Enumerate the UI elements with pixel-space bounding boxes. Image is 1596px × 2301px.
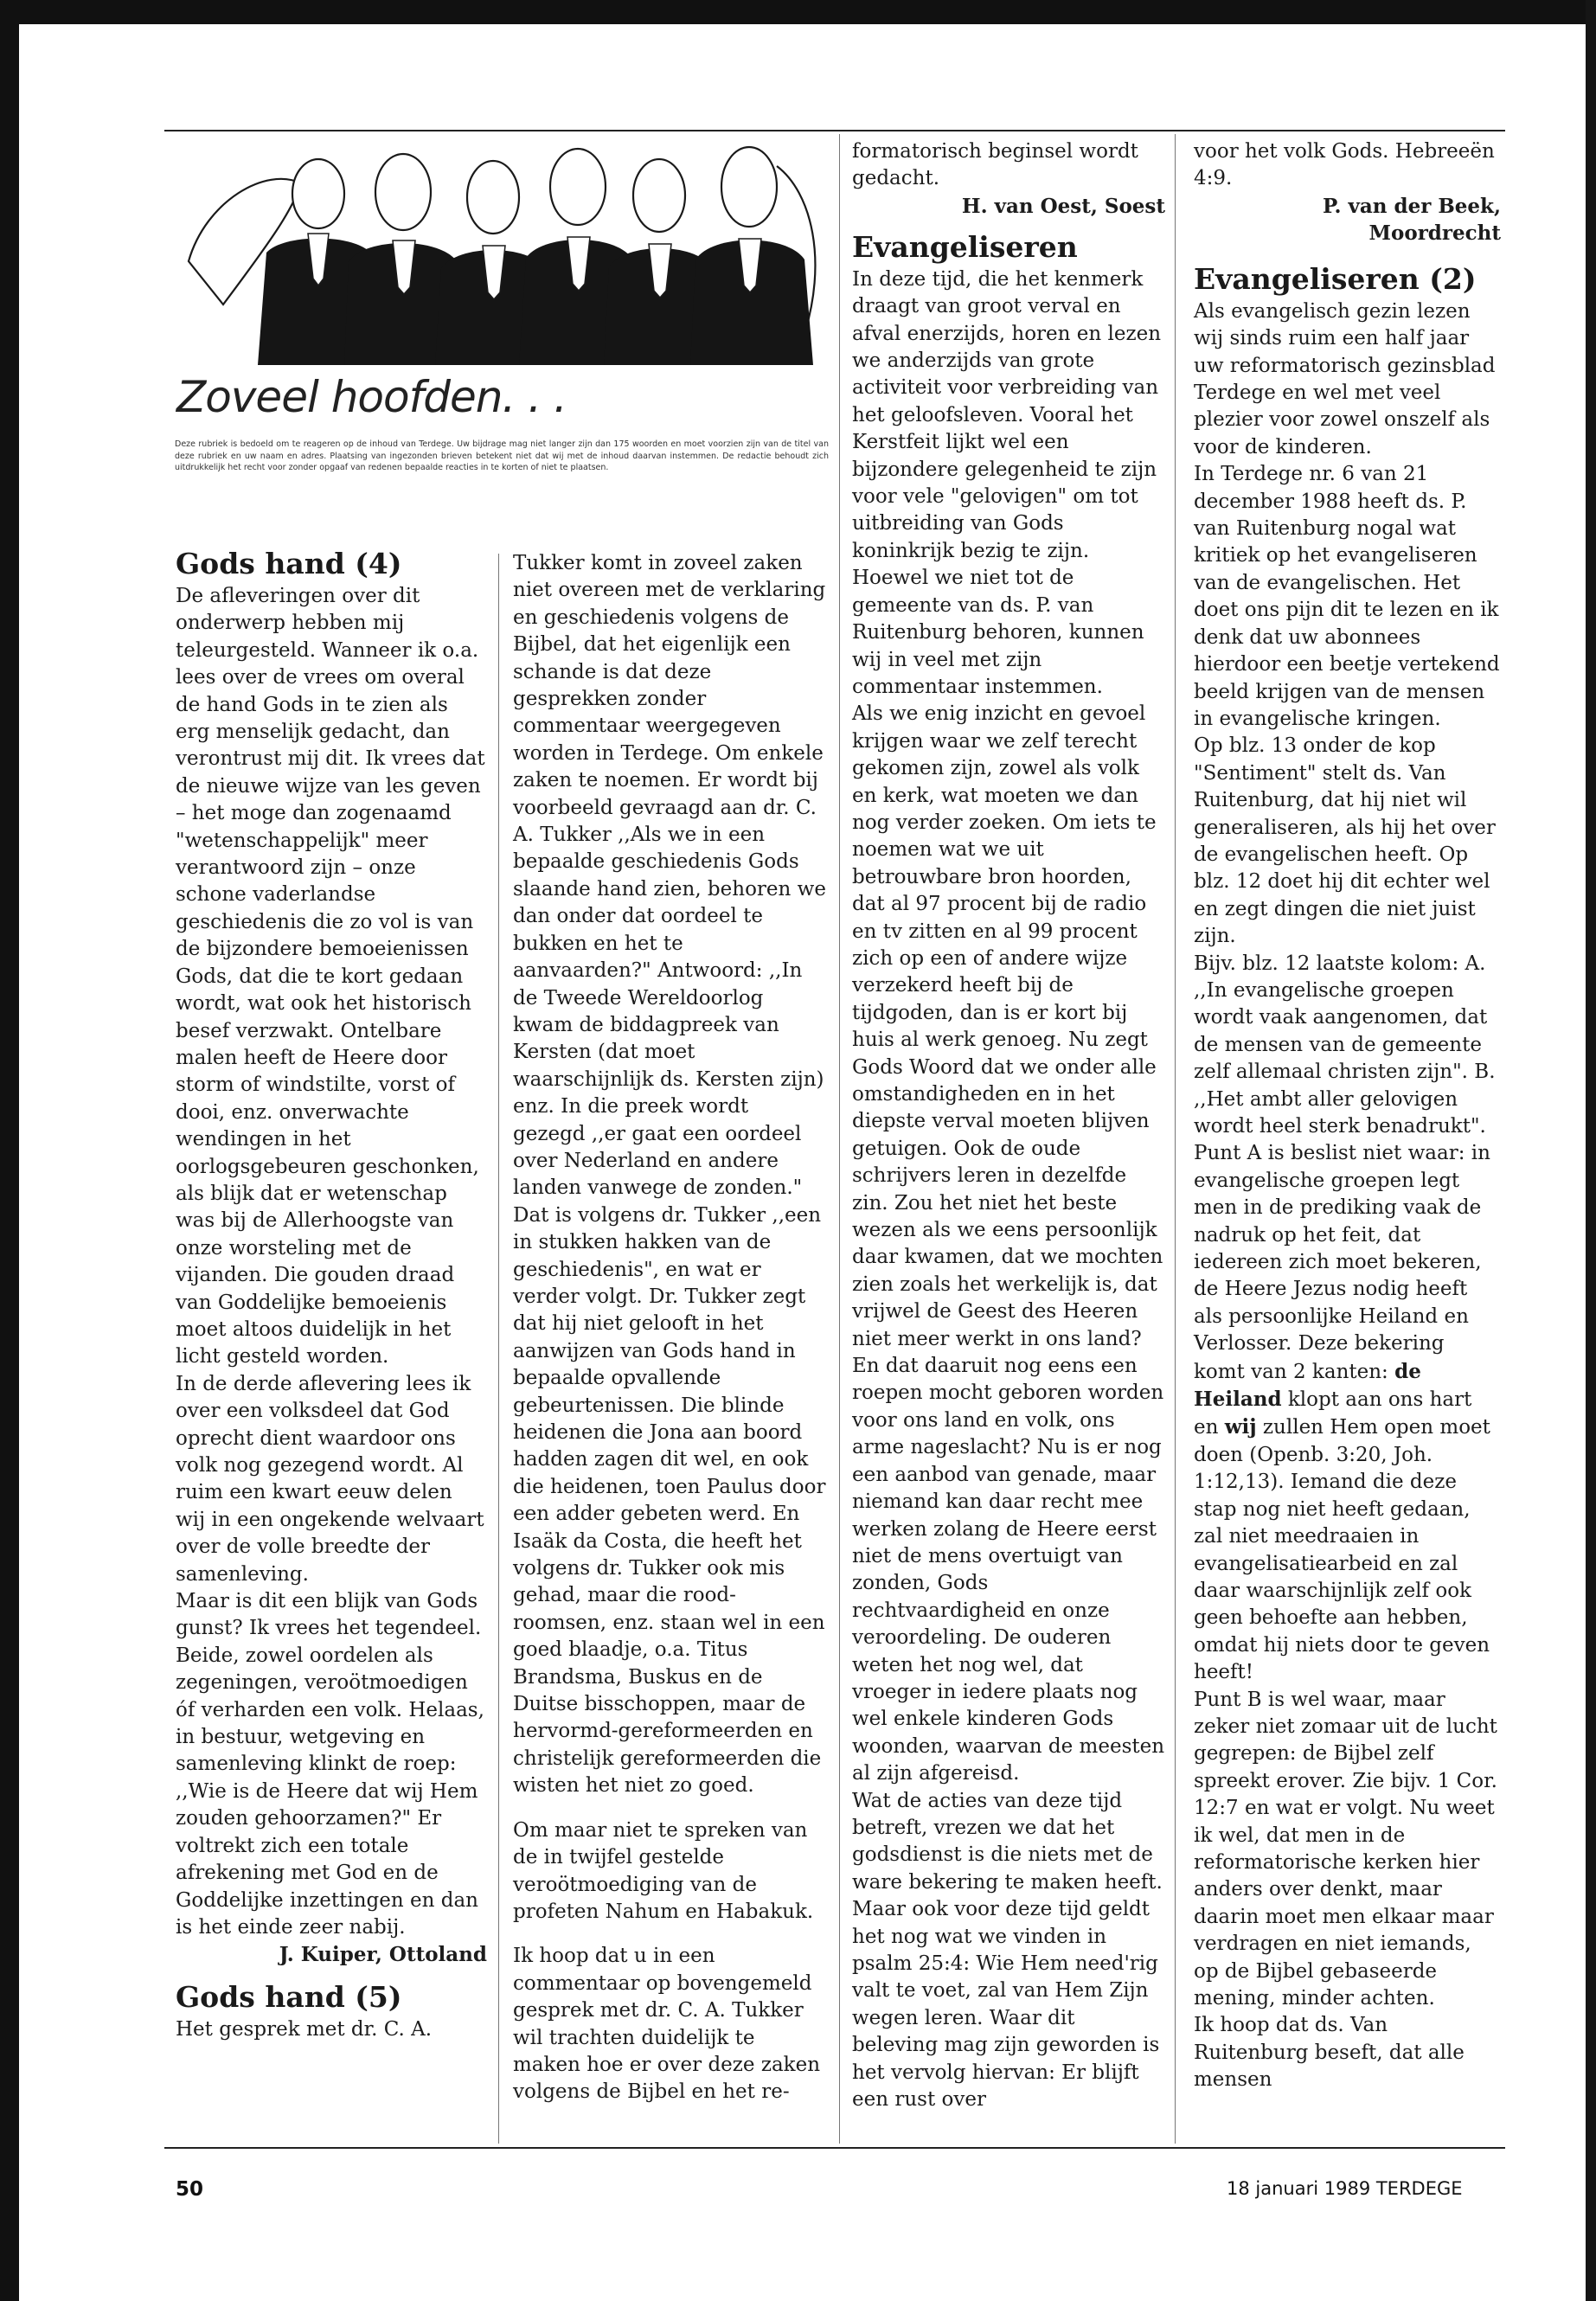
letter-heading: Evangeliseren [852, 229, 1078, 264]
text-run: klopt aan ons hart en [1194, 1388, 1472, 1439]
letter-paragraph: Tukker komt in zoveel zaken niet overeen met de verklaring en geschiedenis volgens de Bijbel, dat het eigenlijk een schande is dat deze gesprekken zonder commentaar weergegeven worden in Terdege. Om enkele zaken te noemen. Er wordt bij voorbeeld gevraagd aan dr. C. A. Tukker ,,Als we in een bepaalde geschiedenis Gods slaande hand zien, behoren we dan onder dat oordeel te bukken en het te aanvaarden?" Antwoord: ,,In de Tweede Wereldoorlog kwam de biddagpreek van Kersten (dat moet waarschijnlijk ds. Kersten zijn) enz. In die preek wordt gezegd ,,er gaat een oordeel over Nederland en andere landen vanwege de zonden." Dat is volgens dr. Tukker ,,een in stukken hakken van de geschiedenis", en wat er verder volgt. Dr. Tukker zegt dat hij niet gelooft in het aanwijzen van Gods hand in bepaalde opvallende gebeurtenissen. Die blinde heidenen die Jona aan boord hadden zagen dit wel, en ook die heidenen, toen Paulus door een adder gebeten werd. En Isaäk da Costa, die heeft het volgens dr. Tukker ook mis gehad, maar die rood-roomsen, enz. staan wel in een goed blaadje, o.a. Titus Brandsma, Buskus en de Duitse bisschoppen, maar de hervormd-gereformeerden en christelijk gereformeerden die wisten het niet zo goed. [513, 552, 826, 1798]
letter-paragraph: Punt B is wel waar, maar zeker niet zomaar uit de lucht gegrepen: de Bijbel zelf spreekt erover. Zie bijv. 1 Cor. 12:7 en wat er volgt. Nu weet ik wel, dat men in de reformatorische kerken hier anders over denkt, maar daarin moet men elkaar maar verdragen en niet iemands, op de Bijbel gebaseerde mening, minder achten. [1194, 1688, 1497, 2009]
column-divider-3 [1175, 134, 1176, 2144]
bold-text: wij [1224, 1415, 1257, 1439]
rubric-header [164, 131, 836, 547]
letter-paragraph: Ik hoop dat ds. Van Ruitenburg beseft, dat alle mensen [1194, 2014, 1465, 2092]
letter-paragraph: In de derde aflevering lees ik over een volksdeel dat God oprecht dient waardoor ons volk nog gezegend wordt. Al ruim een kwart eeuw delen wij in een ongekende welvaart over de volle breedte der samenleving. [176, 1372, 484, 1586]
text-run: zullen Hem open moet doen (Openb. 3:20, Joh. 1:12,13). Iemand die deze stap nog niet heeft gedaan, zal niet meedraaien in evangelisatiearbeid en zal daar waarschijnlijk zelf ook geen behoefte aan hebben, omdat hij niets door te geven heeft! [1194, 1416, 1490, 1684]
bold-text: de Heiland [1194, 1359, 1421, 1412]
letter-signature-place: Moordrecht [1368, 221, 1501, 245]
letter-paragraph: Als we enig inzicht en gevoel krijgen waar we zelf terecht gekomen zijn, zowel als volk en kerk, wat moeten we dan nog verder zoeken. Om iets te noemen wat we uit betrouwbare bron hoorden, dat al 97 procent bij de radio en tv zitten en al 99 procent zich op een of andere wijze verzekerd heeft bij de tijdgoden, dan is er kort bij huis al werk genoeg. Nu zegt Gods Woord dat we onder alle omstandigheden en in het diepste verval moeten blijven getuigen. Ook de oude schrijvers leren in dezelfde zin. Zou het niet het beste wezen als we eens persoonlijk daar kwamen, dat we mochten zien zoals het werkelijk is, dat vrijwel de Geest des Heeren niet meer werkt in ons land? En dat daaruit nog eens een roepen mocht geboren worden voor ons land en volk, ons arme nageslacht? Nu is er nog een aanbod van genade, maar niemand kan daar recht mee werken zolang de Heere eerst niet de mens overtuigt van zonden, Gods rechtvaardigheid en onze veroordeling. De ouderen weten het nog wel, dat vroeger in iedere plaats nog wel enkele kinderen Gods woonden, waarvan de meesten al zijn afgereisd. [852, 702, 1165, 1785]
letter-paragraph: formatorisch beginsel wordt gedacht. [852, 140, 1138, 190]
scan-edge-left [0, 0, 19, 2301]
scan-edge-top [0, 0, 1596, 24]
scan-edge-right [1586, 0, 1596, 2301]
column-2 [513, 550, 826, 2106]
letter-heading: Gods hand (5) [176, 1980, 402, 2015]
letter-heading: Evangeliseren (2) [1194, 261, 1477, 296]
letter-heading: Gods hand (4) [176, 547, 402, 580]
issue-line: 18 januari 1989 TERDEGE [1227, 2178, 1463, 2199]
letter-paragraph: De afleveringen over dit onderwerp hebben mij teleurgesteld. Wanneer ik o.a. lees over de vrees om overal de hand Gods in te zien als erg menselijk gedacht, dan verontrust mij dit. Ik vrees dat de nieuwe wijze van les geven – het moge dan zogenaamd "wetenschappelijk" meer verantwoord zijn – onze schone vaderlandse geschiedenis die zo vol is van de bijzondere bemoeienissen Gods, dat die te kort gedaan wordt, wat ook het historisch besef verzwakt. Ontelbare malen heeft de Heere door storm of windstilte, vorst of dooi, enz. onverwachte wendingen in het oorlogsgebeuren geschonken, als blijk dat er wetenschap was bij de Allerhoogste van onze worsteling met de vijanden. Die gouden draad van Goddelijke bemoeienis moet altoos duidelijk in het licht gesteld worden. [176, 585, 485, 1368]
rubric-title: Zoveel hoofden. . . [176, 372, 567, 422]
letter-paragraph: In Terdege nr. 6 van 21 december 1988 heeft ds. P. van Ruitenburg nogal wat kritiek op het evangeliseren van de evangelischen. Het doet ons pijn dit te lezen en ik denk dat uw abonnees hierdoor een beetje vertekend beeld krijgen van de mensen in evangelische kringen. [1194, 463, 1500, 730]
faceless-heads-illustration [171, 131, 829, 365]
page-number: 50 [176, 2178, 204, 2201]
letter-paragraph: Maar is dit een blijk van Gods gunst? Ik vrees het tegendeel. Beide, zowel oordelen als zegeningen, veroötmoedigen óf verharden een volk. Helaas, in bestuur, wetgeving en samenleving klinkt de roep: ,,Wie is de Heere dat wij Hem zouden gehoorzamen?" Er voltrekt zich een totale afrekening met God en de Goddelijke inzettingen en dan is het einde zeer nabij. [176, 1590, 484, 1939]
column-4 [1194, 138, 1501, 2094]
column-divider-1 [498, 554, 499, 2144]
text-run: Bijv. blz. 12 laatste kolom: A. ,,In evangelische groepen wordt vaak aangenomen, dat de mensen van de gemeente zelf allemaal christen zijn". B. ,,Het ambt aller gelovigen wordt heel sterk benadrukt". Punt A is beslist niet waar: in evangelische groepen legt men in de prediking vaak de nadruk op het feit, dat iedereen zich moet bekeren, de Heere Jezus nodig heeft als persoonlijke Heiland en Verlosser. Deze bekering komt van 2 kanten: [1194, 952, 1496, 1383]
column-1 [176, 545, 487, 2044]
letter-paragraph: Op blz. 13 onder de kop "Sentiment" stelt ds. Van Ruitenburg, dat hij niet wil generaliseren, als hij het over de evangelischen heeft. Op blz. 12 doet hij dit echter wel en zegt dingen die niet juist zijn. [1194, 734, 1496, 948]
rubric-intro: Deze rubriek is bedoeld om te reageren op de inhoud van Terdege. Uw bijdrage mag niet langer zijn dan 175 woorden en moet voorzien zijn van de titel van deze rubriek en uw naam en adres. Plaatsing van ingezonden brieven betekent niet dat wij met de inhoud daarvan instemmen. De redactie behoudt zich uitdrukkelijk het recht voor zonder opgaaf van redenen bepaalde reacties in te korten of niet te plaatsen. [175, 439, 829, 472]
bottom-rule [164, 2147, 1505, 2149]
letter-paragraph: Ik hoop dat u in een commentaar op bovengemeld gesprek met dr. C. A. Tukker wil trachten duidelijk te maken hoe er over deze zaken volgens de Bijbel en het re- [513, 1945, 821, 2104]
letter-paragraph: Het gesprek met dr. C. A. [176, 2018, 433, 2041]
letter-signature: H. van Oest, Soest [961, 194, 1165, 218]
letter-paragraph: Om maar niet te spreken van de in twijfel gestelde veroötmoediging van de profeten Nahum en Habakuk. [513, 1818, 814, 1923]
column-3 [852, 138, 1165, 2113]
letter-signature: J. Kuiper, Ottoland [279, 1943, 487, 1967]
letter-paragraph [1194, 951, 1501, 1687]
letter-paragraph: Als evangelisch gezin lezen wij sinds ruim een half jaar uw reformatorisch gezinsblad Terdege en wel met veel plezier voor zowel onszelf als voor de kinderen. [1194, 299, 1496, 458]
column-divider-2 [839, 134, 840, 2144]
letter-paragraph: voor het volk Gods. Hebreeën 4:9. [1194, 140, 1495, 190]
letter-paragraph: Wat de acties van deze tijd betreft, vrezen we dat het godsdienst is die niets met de ware bekering te maken heeft. Maar ook voor deze tijd geldt het nog wat we vinden in psalm 25:4: Wie Hem need'rig valt te voet, zal van Hem Zijn wegen leren. Waar dit beleving mag zijn geworden is het vervolg hiervan: Er blijft een rust over [852, 1789, 1163, 2112]
letter-paragraph: In deze tijd, die het kenmerk draagt van groot verval en afval enerzijds, horen en lezen we anderzijds van grote activiteit voor verbreiding van het geloofsleven. Vooral het Kerstfeit lijkt wel een bijzondere gelegenheid te zijn voor vele "gelovigen" om tot uitbreiding van Gods koninkrijk bezig te zijn. Hoewel we niet tot de gemeente van ds. P. van Ruitenburg behoren, kunnen wij in veel met zijn commentaar instemmen. [852, 267, 1162, 698]
letter-signature: P. van der Beek, [1323, 194, 1501, 218]
